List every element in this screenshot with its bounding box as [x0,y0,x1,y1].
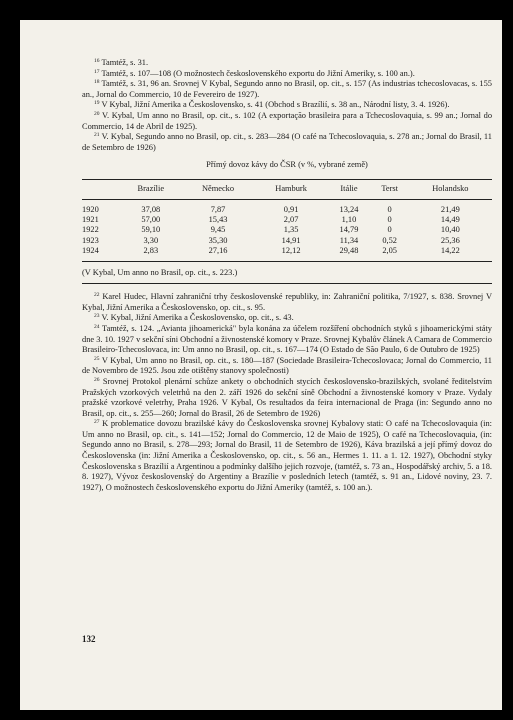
footnote-number: 21 [94,132,100,139]
year-cell: 1923 [82,235,99,245]
footnote [82,313,492,324]
footnote-text: Tamtéž, s. 31, 96 an. Srovnej V Kybal, Segundo anno no Brasil, op. cit., s. 157 (As industrias tchecoslovacas, s. 155 an., Jornal do Commercio, 10 de Fevereiro de 1927). [82,79,492,99]
column-header: Holandsko [409,179,492,199]
value-cell: 0,91 [283,204,299,214]
footnote-number: 17 [94,68,100,75]
footnote-number: 26 [94,376,100,383]
table-header-row [82,179,492,199]
footnote-text: V. Kybal, Jižní Amerika a Československo, op. cit., s. 43. [101,313,294,323]
book-page [20,20,502,710]
footnote [82,132,492,153]
footnote-text: V Kybal, Um anno no Brasil, op. cit., s. 180—187 (Sociedade Brasileira-Tchecoslovaca; Jornal do Commercio, 11 de Novembro de 1925. Jsou zde otištěny stanovy společnosti) [82,355,492,376]
value-cell: 29,48 [327,246,370,261]
table-row [82,246,492,261]
column-header: Německo [181,179,255,199]
value-cell: 2,05 [371,246,409,261]
value-cell: 57,00 [141,214,161,224]
footnote-text: V Kybal, Jižní Amerika a Československo, s. 41 (Obchod s Brazílií, s. 38 an., Národní listy, 3. 4. 1926). [101,100,450,110]
footnote-number: 22 [94,292,100,299]
year-cell: 1920 [82,204,99,214]
footnote-text: Tamtéž, s. 124. „Avianta jihoamerická" byla konána za účelem rozšíření obchodních styků s jihoamerickými státy dne 3. 10. 1927 v sekční síni Obchodní a živnostenské komory v Praze. Srovnej Kybalův článek A Camara de Commercio Brasileiro-Tchecoslovaca, in: Um anno no Brasil, op. cit., s. 167—174 (O Estado de São Paulo, 6 de Outubro de 1925) [82,323,492,355]
value-cell: 12,12 [255,246,328,261]
value-cell: 0 [387,204,392,214]
footnote-number: 25 [94,355,100,362]
footnote-number: 23 [94,313,100,320]
footnote [82,356,492,377]
value-cell: 59,10 [141,225,161,235]
table-title: Přímý dovoz kávy do ČSR (v %, vybrané země) [206,160,368,170]
value-cell: 0,52 [382,235,397,245]
footnote-text: K problematice dovozu brazilské kávy do Československa srovnej Kybalovy stati: O café na Tchecoslovaquia (in: Um anno no Brasil, op. cit., s. 141—152; Jornal do Commercio, 12 de Maio de 1925), O café na Tchecoslovaquia, (in: Segundo anno no Brasil, s. 278—293; Jornal do Brasil, 11 de Setembro de 1926), Káva brazilská a její přímý dovoz do Československa (in: Jižní Amerika a Československo, op. cit., s. 56 an., Hermes 1. 11. a 1. 12. 1927), Obchodní styky Československa s Brazílií a Argentinou a podmínky dalšího jejich rozvoje, (tamtéž, s. 73 an., Hospodářský archiv, 5. a 18. 8. 1927), Vývoz československý do Argentiny a Brazílie v posledních letech (tamtéž, s. 91 an., Lidové noviny, 23. 7. 1927), O možnostech československého exportu do Jižní Ameriky (tamtéž, s. 100 an.). [82,419,493,492]
table-source: (V Kybal, Um anno no Brasil, op. cit., s. 223.) [82,268,492,285]
value-cell: 0 [387,225,392,235]
value-cell: 15,43 [208,214,228,224]
value-cell: 35,30 [208,235,228,245]
value-cell: 7,87 [210,204,226,214]
footnote [82,58,492,69]
footnote-number: 27 [94,419,100,426]
year-cell: 1922 [82,225,99,235]
footnote [82,292,492,313]
value-cell: 1,35 [283,225,299,235]
value-cell: 0 [387,214,392,224]
footnote-text: V. Kybal, Um anno no Brasil, op. cit., s. 102 (A exportação brasileira para a Tchecoslovaquia, s. 99 an.; Jornal do Commercio, 14 de Abril de 1925). [82,110,493,131]
footnote-text: Tamtéž, s. 107—108 (O možnostech československého exportu do Jižní Ameriky, s. 100 an.). [101,68,415,78]
footnote-number: 16 [94,58,100,64]
column-header: Itálie [327,179,370,199]
footnote-text: Tamtéž, s. 31. [101,58,149,67]
value-cell: 2,83 [120,246,181,261]
value-cell: 2,07 [283,214,299,224]
footnote-number: 19 [94,100,100,107]
table-row [82,215,492,225]
value-cell: 14,49 [440,214,460,224]
value-cell: 37,08 [141,204,161,214]
table-row [82,199,492,215]
page-content [82,58,492,493]
year-cell: 1924 [82,246,120,261]
value-cell: 14,79 [339,225,359,235]
footnote-text: V. Kybal, Segundo anno no Brasil, op. cit., s. 283—284 (O café na Tchecoslovaquia, s. 278 an.; Jornal do Brasil, 11 de Setembro de 1926) [82,132,492,152]
column-header: Hamburk [255,179,328,199]
column-header: Brazílie [120,179,181,199]
coffee-import-table [82,179,492,262]
footnote-number: 20 [94,110,100,117]
footnote [82,419,492,493]
page-number: 132 [82,634,96,644]
footnote [82,79,492,100]
footnote [82,324,492,356]
footnotes-bottom [82,292,492,493]
value-cell: 27,16 [181,246,255,261]
value-cell: 11,34 [339,235,359,245]
column-header [82,179,120,199]
value-cell: 25,36 [440,235,460,245]
value-cell: 10,40 [440,225,460,235]
year-cell: 1921 [82,214,99,224]
value-cell: 3,30 [143,235,159,245]
footnote [82,377,492,419]
footnote-text: Karel Hudec, Hlavní zahraniční trhy československé republiky, in: Zahraniční politika, 7/1927, s. 838. Srovnej V Kybal, Jižní Amerika a Československo, op. cit., s. 95. [82,292,493,312]
value-cell: 14,91 [281,235,301,245]
footnote-number: 24 [94,323,100,330]
footnotes-top [82,58,492,153]
table-row [82,236,492,246]
value-cell: 1,10 [341,214,357,224]
table-row [82,225,492,235]
footnote-number: 18 [94,79,100,86]
column-header: Terst [371,179,409,199]
value-cell: 21,49 [440,204,460,214]
footnote [82,111,492,132]
value-cell: 13,24 [339,204,359,214]
value-cell: 14,22 [409,246,492,261]
value-cell: 9,45 [210,225,226,235]
footnote [82,69,492,80]
footnote-text: Srovnej Protokol plenární schůze ankety o obchodních stycích československo-brazilských, svolané ředitelstvím Pražských vzorkových veletrhů na den 2. září 1926 do sekční síně Obchodní a živnostenské komory v Praze. Vydaly pražské vzorkové veletrhy, Praha 1926. V Kybal, Os resultados da feira internacional de Praga (in: Segundo anno no Brasil, op. cit., s. 255—260; Jornal do Brasil, 26 de Setembro de 1926) [82,376,492,418]
footnote [82,100,492,111]
table-body [82,199,492,261]
